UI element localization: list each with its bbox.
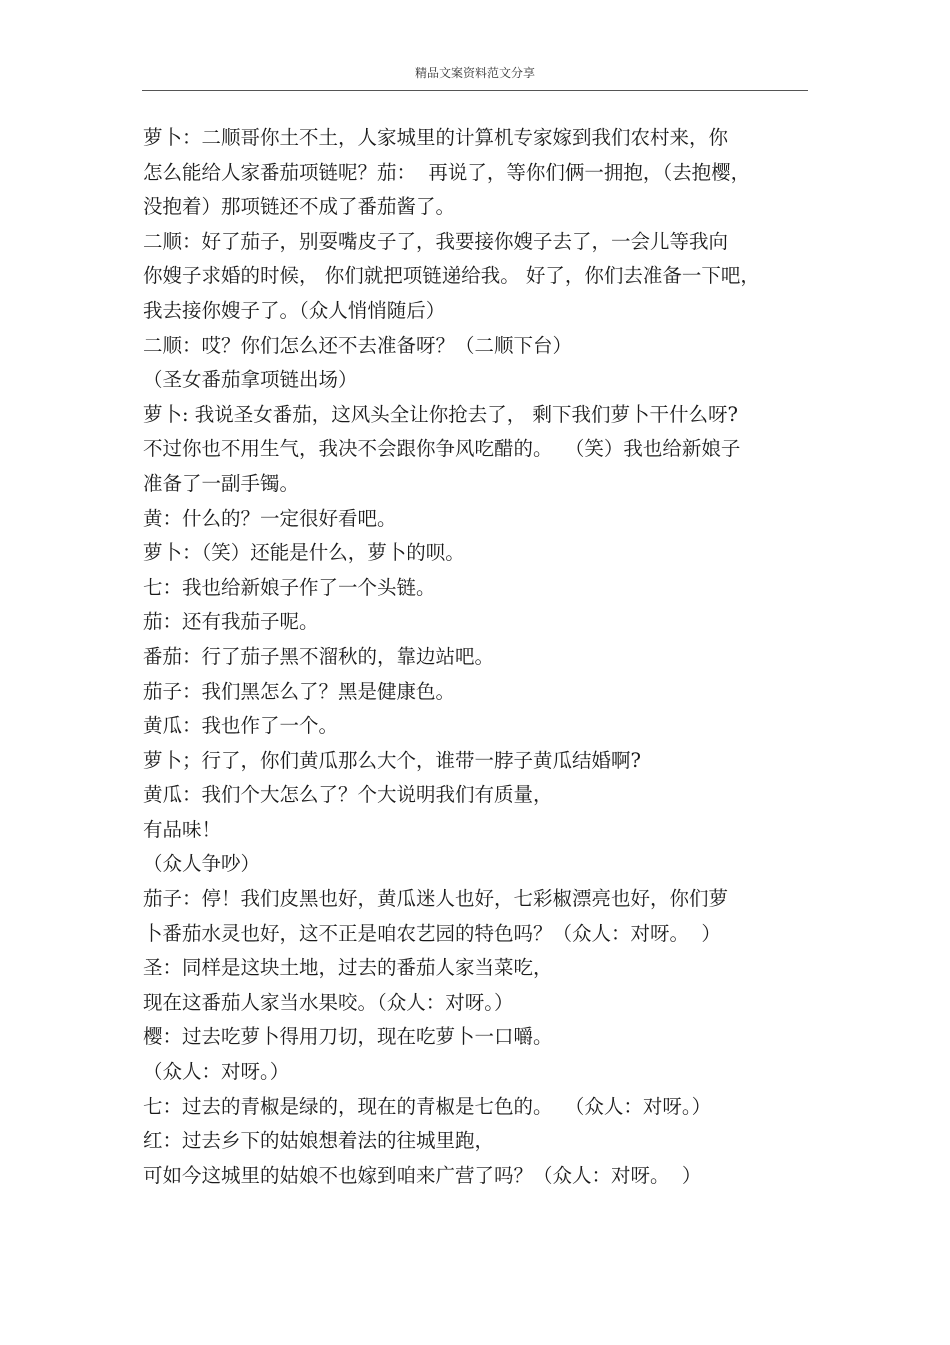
text-line: 二顺：好了茄子，别耍嘴皮子了，我要接你嫂子去了，一会儿等我向 bbox=[143, 229, 729, 253]
text-line: 七：过去的青椒是绿的，现在的青椒是七色的。 （众人：对呀。） bbox=[143, 1094, 712, 1118]
document-body bbox=[143, 121, 803, 1193]
text-line: 现在这番茄人家当水果咬。（众人：对呀。） bbox=[143, 990, 514, 1014]
text-line: 萝卜；行了，你们黄瓜那么大个，谁带一脖子黄瓜结婚啊? bbox=[143, 748, 641, 772]
text-line: （圣女番茄拿项链出场） bbox=[143, 368, 358, 392]
text-line: 怎么能给人家番茄项链呢？茄： 再说了，等你们俩一拥抱，（去抱樱， bbox=[143, 160, 751, 184]
text-line: 茄子：我们黑怎么了？黑是健康色。 bbox=[143, 679, 456, 703]
text-line: 你嫂子求婚的时候， 你们就把项链递给我。 好了，你们去准备一下吧， bbox=[143, 264, 760, 288]
text-line: 我去接你嫂子了。（众人悄悄随后） bbox=[143, 298, 446, 322]
text-line: （众人：对呀。） bbox=[143, 1060, 290, 1084]
text-line: 不过你也不用生气，我决不会跟你争风吃醋的。 （笑）我也给新娘子 bbox=[143, 437, 741, 461]
text-line: 卜番茄水灵也好，这不正是咱农艺园的特色吗？（众人：对呀。 ） bbox=[143, 921, 721, 945]
text-line: 可如今这城里的姑娘不也嫁到咱来广营了吗？（众人：对呀。 ） bbox=[143, 1163, 702, 1187]
text-line: 番茄：行了茄子黑不溜秋的，靠边站吧。 bbox=[143, 644, 495, 668]
text-line: 七：我也给新娘子作了一个头链。 bbox=[143, 575, 436, 599]
text-line: 萝卜：（笑）还能是什么，萝卜的呗。 bbox=[143, 541, 465, 565]
text-line: 茄：还有我茄子呢。 bbox=[143, 610, 319, 634]
text-line: 有品味！ bbox=[143, 817, 222, 841]
page-header: 精品文案资料范文分享 bbox=[414, 66, 535, 80]
text-line: （众人争吵） bbox=[143, 852, 261, 876]
text-line: 黄：什么的？一定很好看吧。 bbox=[143, 506, 397, 530]
text-line: 没抱着）那项链还不成了番茄酱了。 bbox=[143, 195, 456, 219]
text-line: 樱：过去吃萝卜得用刀切，现在吃萝卜一口嚼。 bbox=[143, 1025, 553, 1049]
text-line: 准备了一副手镯。 bbox=[143, 471, 300, 495]
text-line: 萝卜：二顺哥你土不土，人家城里的计算机专家嫁到我们农村来，你 bbox=[143, 126, 729, 149]
header-divider bbox=[142, 90, 808, 91]
text-line: 二顺：哎？你们怎么还不去准备呀？（二顺下台） bbox=[143, 333, 573, 357]
text-line: 茄子：停！我们皮黑也好，黄瓜迷人也好，七彩椒漂亮也好，你们萝 bbox=[143, 887, 729, 911]
text-line: 黄瓜：我们个大怎么了？个大说明我们有质量， bbox=[143, 783, 553, 807]
text-line: 圣：同样是这块土地，过去的番茄人家当菜吃， bbox=[143, 956, 553, 980]
text-line: 黄瓜：我也作了一个。 bbox=[143, 714, 339, 738]
text-line: 萝卜: 我说圣女番茄，这风头全让你抢去了， 剩下我们萝卜干什么呀? bbox=[143, 402, 738, 426]
text-line: 红：过去乡下的姑娘想着法的往城里跑， bbox=[143, 1129, 495, 1153]
